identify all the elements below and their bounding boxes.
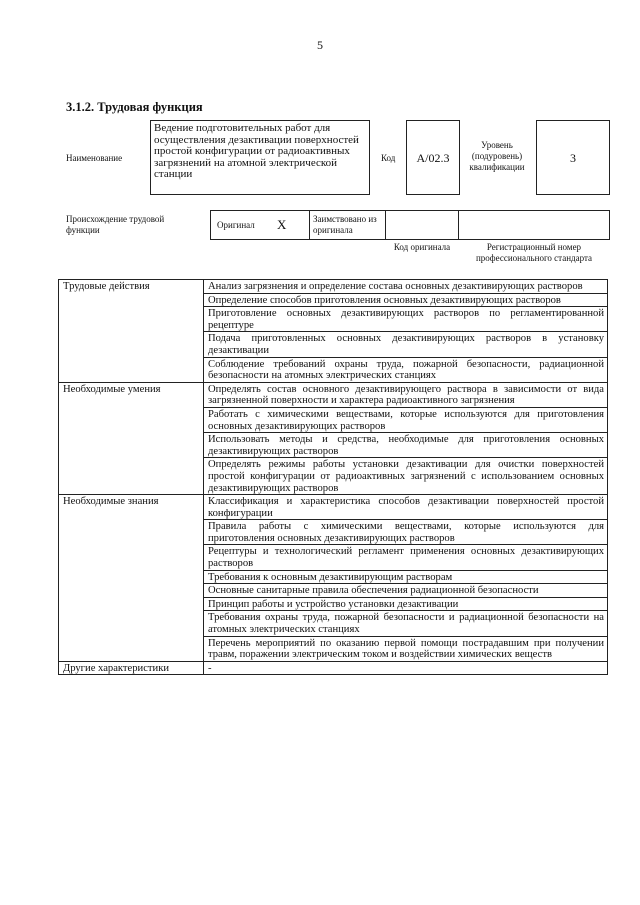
- table-row: [59, 495, 608, 520]
- table-cell: Использовать методы и средства, необходимые для приготовления основных дезактивирующих растворов: [204, 433, 608, 458]
- code-original-caption: Код оригинала: [393, 242, 451, 252]
- original-box: [210, 210, 310, 240]
- table-cell: Анализ загрязнения и определение состава основных дезактивирующих растворов: [204, 280, 608, 294]
- table-cell: Определять режимы работы установки дезактивации для очистки поверхностей простой конфигурации от радиоактивных загрязнений с использованием основных дезактивирующих растворов: [204, 458, 608, 495]
- table-cell: Классификация и характеристика способов дезактивации поверхностей простой конфигурации: [204, 495, 608, 520]
- origin-label: Происхождение трудовой функции: [66, 214, 165, 235]
- reg-number-caption: Регистрационный номер профессионального стандарта: [475, 242, 593, 263]
- table-cell: Определение способов приготовления основных дезактивирующих растворов: [204, 293, 608, 307]
- table-cell: Приготовление основных дезактивирующих растворов по регламентированной рецептуре: [204, 307, 608, 332]
- row-label: Трудовые действия: [59, 280, 204, 383]
- row-label: Необходимые умения: [59, 382, 204, 494]
- function-name: Ведение подготовительных работ для осуществления дезактивации поверхностей простой конфигурации от радиоактивных загрязнений на атомной электрической станции: [154, 122, 359, 180]
- table-cell: Требования охраны труда, пожарной безопасности и радиационной безопасности на атомных электрических станциях: [204, 611, 608, 636]
- level-value: 3: [570, 151, 576, 165]
- table-cell: Подача приготовленных основных дезактивирующих растворов в установку дезактивации: [204, 332, 608, 357]
- table-cell: Соблюдение требований охраны труда, пожарной безопасности, радиационной безопасности на атомных электрических станциях: [204, 357, 608, 382]
- table-cell: Требования к основным дезактивирующим растворам: [204, 570, 608, 584]
- table-cell: Рецептуры и технологический регламент применения основных дезактивирующих растворов: [204, 545, 608, 570]
- table-cell: Определять состав основного дезактивирующего раствора в зависимости от вида загрязненной поверхности и характера радиоактивного загрязнения: [204, 382, 608, 407]
- code-value: A/02.3: [416, 151, 450, 165]
- table-row: [59, 280, 608, 294]
- row-label: Другие характеристики: [59, 661, 204, 675]
- code-label: Код: [381, 153, 396, 163]
- function-name-box: [150, 120, 370, 195]
- original-label: Оригинал: [217, 220, 255, 230]
- table-cell: Основные санитарные правила обеспечения радиационной безопасности: [204, 584, 608, 598]
- table-cell: Перечень мероприятий по оказанию первой помощи пострадавшим при получении травм, поражении электрическим током и воздействии химических веществ: [204, 636, 608, 661]
- level-box: [536, 120, 610, 195]
- code-original-box: [385, 210, 459, 240]
- naming-label: Наименование: [66, 153, 123, 163]
- labor-function-table: [58, 279, 608, 675]
- table-cell: Правила работы с химическими веществами, которые используются для приготовления основных дезактивирующих растворов: [204, 520, 608, 545]
- original-mark: X: [277, 217, 287, 232]
- table-row: [59, 661, 608, 675]
- row-label: Необходимые знания: [59, 495, 204, 662]
- section-heading: 3.1.2. Трудовая функция: [66, 100, 203, 114]
- table-row: [59, 382, 608, 407]
- reg-number-box: [458, 210, 610, 240]
- level-label: Уровень (подуровень) квалификации: [469, 140, 525, 172]
- page-number: 5: [317, 38, 323, 52]
- table-cell: Принцип работы и устройство установки дезактивации: [204, 597, 608, 611]
- borrowed-label: Заимствовано из оригинала: [313, 214, 377, 235]
- table-cell: Работать с химическими веществами, которые используются для приготовления основных дезактивирующих растворов: [204, 407, 608, 432]
- table-cell: -: [204, 661, 608, 675]
- code-box: [406, 120, 460, 195]
- borrowed-box: [309, 210, 386, 240]
